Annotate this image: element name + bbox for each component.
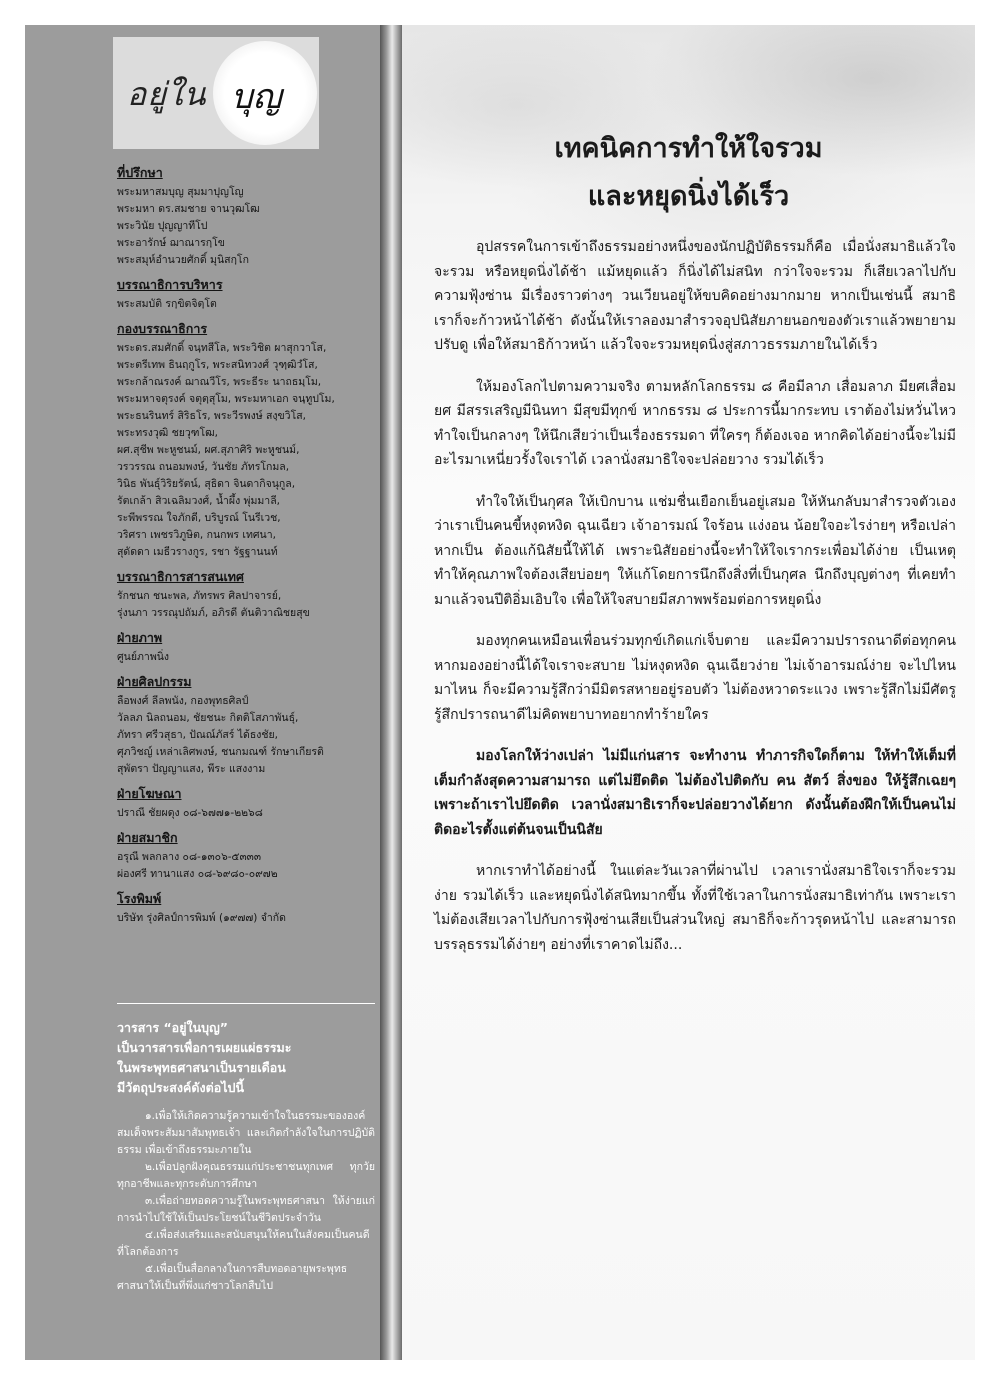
magazine-logo	[113, 37, 319, 149]
credits-section-advertising	[117, 785, 372, 822]
credit-line: ผศ.สุชีพ พะหูชนม์, ผศ.สุภาศิริ พะหูชนม์,	[117, 444, 300, 456]
credit-line: วัลลภ นิลถนอม, ชัยชนะ กิตติโสภาพันธุ์,	[117, 712, 299, 724]
credits-list	[117, 164, 372, 934]
credits-section-art	[117, 673, 372, 778]
credit-line: รักชนก ชนะพล, ภัทรพร ศิลปาจารย์,	[117, 590, 282, 602]
logo-text-right: บุญ	[231, 77, 282, 117]
credits-section-information-editor	[117, 568, 372, 622]
section-heading: กองบรรณาธิการ	[117, 321, 208, 336]
section-heading: ฝ่ายโฆษณา	[117, 786, 182, 801]
credit-line: วริศรา เพชรวิภูษิต, กนกพร เทศนา,	[117, 529, 276, 541]
credit-line: อรุณี พลกลาง ๐๘-๑๓๐๖-๕๓๓๓	[117, 851, 262, 863]
logo-text-left: อยู่ใน	[127, 75, 207, 113]
article-paragraph: ทำใจให้เป็นกุศล ให้เบิกบาน แช่มชื่นเยือกเย็นอยู่เสมอ ให้หันกลับมาสำรวจตัวเองว่าเราเป็นคนขี้หงุดหงิด ฉุนเฉียว เจ้าอารมณ์ ใจร้อน แง่งอน น้อยใจอะไรง่ายๆ หรือเปล่า หากเป็น ต้องแก้นิสัยนี้ให้ได้ เพราะนิสัยอย่างนี้จะทำให้ใจเรากระเพื่อมได้ง่าย เป็นเหตุทำให้คุณภาพใจต้องเสียบ่อยๆ ให้แก้โดยการนึกถึงสิ่งที่เป็นกุศล นึกถึงบุญต่างๆ ที่เคยทำมาแล้วจนปีติอิ่มเอิบใจ เพื่อให้ใจสบายมีสภาพพร้อมต่อการหยุดนิ่ง	[434, 493, 956, 608]
article-paragraph: มองทุกคนเหมือนเพื่อนร่วมทุกข์เกิดแก่เจ็บตาย และมีความปรารถนาดีต่อทุกคน หากมองอย่างนี้ได้ใจเราจะสบาย ไม่หงุดหงิด ฉุนเฉียวง่าย ไม่เจ้าอารมณ์ง่าย จะไปไหนมาไหน ก็จะมีความรู้สึกว่ามีมิตรสหายอยู่รอบตัว ไม่ต้องหวาดระแวง เพราะรู้สึกไม่มีศัตรู รู้สึกปรารถนาดีไม่คิดพยาบาทอยากทำร้ายใคร	[434, 633, 956, 723]
credit-line: รุ่งนภา วรรณุปถัมภ์, อภิรดี ตันติวาณิชยสุข	[117, 607, 310, 619]
article-body	[434, 235, 956, 974]
credit-line: สุพัตรา ปัญญาแสง, พีระ แสงงาม	[117, 763, 266, 775]
credit-line: ศูนย์ภาพนิ่ง	[117, 651, 170, 663]
credit-line: วรวรรณ ถนอมพงษ์, วันชัย ภัทรโกมล,	[117, 461, 290, 473]
magazine-page	[25, 25, 975, 1360]
section-heading: ฝ่ายศิลปกรรม	[117, 674, 192, 689]
credits-section-printer	[117, 890, 372, 927]
article-paragraph: หากเราทำได้อย่างนี้ ในแต่ละวันเวลาที่ผ่านไป เวลาเรานั่งสมาธิใจเราก็จะรวมง่าย รวมได้เร็ว และหยุดนิ่งได้สนิทมากขึ้น ทั้งที่ใช้เวลาในการนั่งสมาธิเท่ากัน เพราะเราไม่ต้องเสียเวลาไปกับการฟุ้งซ่านเสียเป็นส่วนใหญ่ สมาธิก็จะก้าวรุดหน้าไป และสามารถบรรลุธรรมได้ง่ายๆ อย่างที่เราคาดไม่ถึง...	[434, 863, 956, 953]
article-paragraph: ให้มองโลกไปตามความจริง ตามหลักโลกธรรม ๘ คือมีลาภ เสื่อมลาภ มียศเสื่อมยศ มีสรรเสริญมีนินทา มีสุขมีทุกข์ หากธรรม ๘ ประการนี้มากระทบ เราต้องไม่หวั่นไหว ทำใจเป็นกลางๆ ให้นึกเสียว่าเป็นเรื่องธรรมดา ที่ใครๆ ก็ต้องเจอ หากคิดได้อย่างนี้จะไม่มีอะไรมาเหนี่ยวรั้งใจเราได้ เวลานั่งสมาธิใจจะปล่อยวาง รวมได้เร็ว	[434, 378, 956, 468]
section-heading: ฝ่ายภาพ	[117, 630, 163, 645]
mission-item: ๔.เพื่อส่งเสริมและสนับสนุนให้คนในสังคมเป็นคนดีที่โลกต้องการ	[117, 1229, 370, 1258]
credit-line: รัตเกล้า สิวเฉลิมวงศ์, น้ำผึ้ง พุ่มมาลี,	[117, 495, 280, 507]
section-heading: บรรณาธิการบริหาร	[117, 277, 223, 292]
credits-section-editorial-board	[117, 320, 372, 561]
credit-line: ปราณี ชัยผดุง ๐๘-๖๗๗๑-๒๒๖๘	[117, 807, 263, 819]
credits-section-executive-editor	[117, 276, 372, 313]
mission-title-line: ในพระพุทธศาสนาเป็นรายเดือน	[117, 1060, 286, 1075]
article-title-line: และหยุดนิ่งได้เร็ว	[587, 181, 790, 212]
credit-line: พระธนรินทร์ สิริธโร, พระวีรพงษ์ สงฺขวิโส,	[117, 410, 306, 422]
mission-item: ๑.เพื่อให้เกิดความรู้ความเข้าใจในธรรมะขององค์สมเด็จพระสัมมาสัมพุทธเจ้า และเกิดกำลังใจในการปฏิบัติธรรม เพื่อเข้าถึงธรรมะภายใน	[117, 1110, 375, 1156]
credit-line: พระมหา ดร.สมชาย จานวุฒโฒ	[117, 203, 260, 215]
article-title-line: เทคนิคการทำให้ใจรวม	[554, 133, 823, 164]
credit-line: พระกล้าณรงค์ ฌาณวีโร, พระธีระ นาถธมฺโม,	[117, 376, 322, 388]
credits-section-photo	[117, 629, 372, 666]
section-heading: ที่ปรึกษา	[117, 165, 163, 180]
credit-line: บริษัท รุ่งศิลป์การพิมพ์ (๑๙๗๗) จำกัด	[117, 912, 286, 924]
section-heading: บรรณาธิการสารสนเทศ	[117, 569, 244, 584]
sidebar-divider	[117, 1003, 375, 1004]
credits-sidebar	[25, 25, 380, 1360]
mission-items	[117, 1108, 375, 1295]
mission-title-line: วารสาร “อยู่ในบุญ”	[117, 1020, 228, 1035]
credit-line: พระมหาจตุรงค์ จตุตฺสุโม, พระมหาเอก จนฺทูปโม,	[117, 393, 335, 405]
mission-item: ๓.เพื่อถ่ายทอดความรู้ในพระพุทธศาสนา ให้ง่ายแก่การนำไปใช้ให้เป็นประโยชน์ในชีวิตประจำวัน	[117, 1195, 375, 1224]
credit-line: ผ่องศรี ทานาแสง ๐๘-๖๙๘๐-๐๙๗๒	[117, 868, 278, 880]
mission-title-line: เป็นวารสารเพื่อการเผยแผ่ธรรมะ	[117, 1040, 292, 1055]
article-title	[402, 125, 975, 221]
credit-line: พระสมุห์อำนวยศักดิ์ มุนิสกฺโก	[117, 254, 249, 266]
article-paragraph-emphasis: มองโลกให้ว่างเปล่า ไม่มีแก่นสาร จะทำงาน ทำภารกิจใดก็ตาม ให้ทำให้เต็มที่ เต็มกำลังสุดความสามารถ แต่ไม่ยึดติด ไม่ต้องไปติดกับ คน สัตว์ สิ่งของ ให้รู้สึกเฉยๆ เพราะถ้าเราไปยึดติด เวลานั่งสมาธิเราก็จะปล่อยวางได้ยาก ดังนั้นต้องฝึกให้เป็นคนไม่ติดอะไรตั้งแต่ต้นจนเป็นนิสัย	[434, 748, 956, 838]
credit-line: พระมหาสมบุญ สุมมาปุญโญ	[117, 186, 244, 198]
credit-line: พระสมบัติ รกฺขิตจิตฺโต	[117, 298, 217, 310]
logo-moon-disc	[213, 41, 317, 145]
credits-section-advisors	[117, 164, 372, 269]
credit-line: ศุภวิชญ์ เหล่าเลิศพงษ์, ชนกมณฑ์ รักษาเกียรติ	[117, 746, 324, 758]
credit-line: พระทรงวุฒิ ชยวุฑโฒ,	[117, 427, 218, 439]
magazine-mission	[117, 1018, 375, 1295]
section-heading: ฝ่ายสมาชิก	[117, 830, 178, 845]
credit-line: พระดร.สมศักดิ์ จนฺทสีโล, พระวิชิต ผาสุกวาโส,	[117, 342, 327, 354]
credit-line: วินิธ พันธุ์วิริยรัตน์, สุธิดา จินดากิจนุกูล,	[117, 478, 296, 490]
page-spine-strip	[380, 25, 402, 1360]
credit-line: พระวินัย ปุญญาทีโป	[117, 220, 208, 232]
credit-line: ภัทรา ศรีวสุธา, ปัณณ์ภัสร์ ได้ธงชัย,	[117, 729, 279, 741]
article-paragraph: อุปสรรคในการเข้าถึงธรรมอย่างหนึ่งของนักปฏิบัติธรรมก็คือ เมื่อนั่งสมาธิแล้วใจจะรวม หรือหยุดนิ่งได้ช้า แม้หยุดแล้ว ก็นิ่งได้ไม่สนิท กว่าใจจะรวม ก็เสียเวลาไปกับความฟุ้งซ่าน มีเรื่องราวต่างๆ วนเวียนอยู่ให้ขบคิดอย่างมากมาย หากเป็นเช่นนี้ สมาธิเราก็จะก้าวหน้าได้ช้า ดังนั้นให้เราลองมาสำรวจอุปนิสัยภายนอกของตัวเราแล้วพยายามปรับดู เพื่อให้สมาธิก้าวหน้า แล้วใจจะรวมหยุดนิ่งสู่สภาวธรรมภายในได้เร็ว	[434, 239, 956, 353]
credit-line: ระพีพรรณ ใจภักดี, บริบูรณ์ โนรีเวช,	[117, 512, 281, 524]
mission-item: ๒.เพื่อปลูกฝังคุณธรรมแก่ประชาชนทุกเพศ ทุกวัย ทุกอาชีพและทุกระดับการศึกษา	[117, 1161, 375, 1190]
credit-line: ลือพงศ์ ลีลพนัง, กองพุทธศิลป์	[117, 695, 249, 707]
credits-section-membership	[117, 829, 372, 883]
credit-line: พระอารักษ์ ฌาณารกฺโข	[117, 237, 225, 249]
mission-title-line: มีวัตถุประสงค์ดังต่อไปนี้	[117, 1080, 245, 1095]
article-panel	[402, 25, 975, 1360]
section-heading: โรงพิมพ์	[117, 891, 162, 906]
mission-item: ๕.เพื่อเป็นสื่อกลางในการสืบทอดอายุพระพุทธศาสนาให้เป็นที่พึ่งแก่ชาวโลกสืบไป	[117, 1263, 348, 1292]
credit-line: พระตรีเทพ ธินฤกูโร, พระสนิทวงศ์ วุฑฺฒิวํโส,	[117, 359, 318, 371]
credit-line: สุดัดดา เมธีวรางกูร, รชา รัฐฐานนท์	[117, 546, 278, 558]
